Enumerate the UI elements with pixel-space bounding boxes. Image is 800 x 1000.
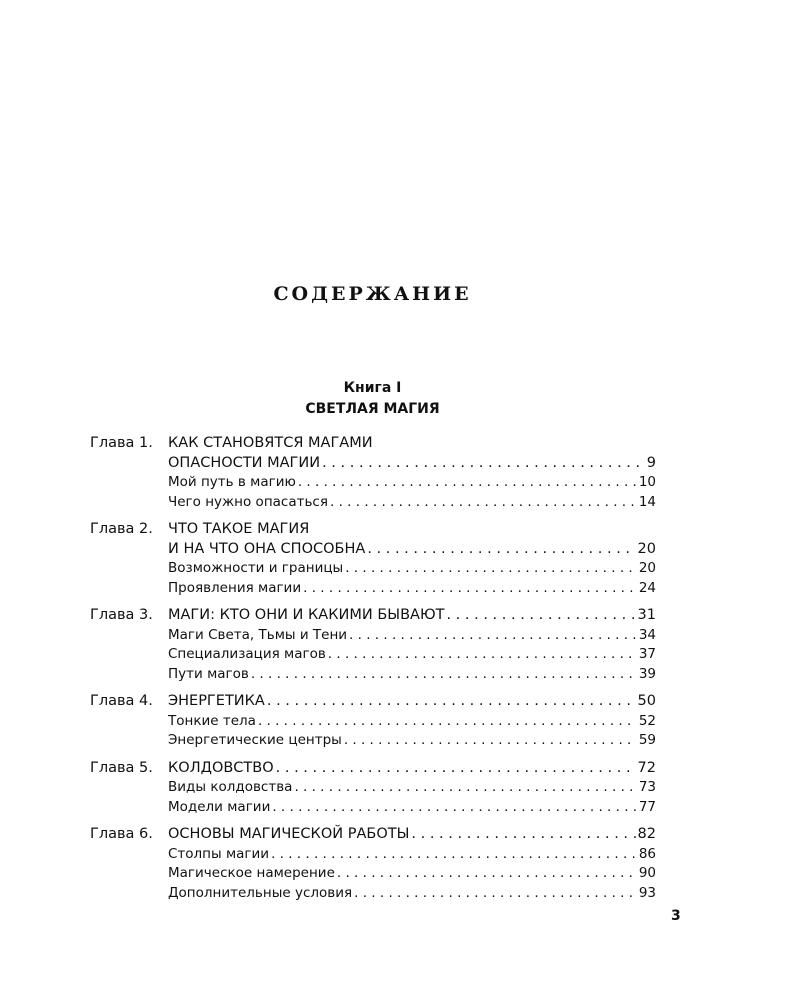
dot-leader xyxy=(344,731,637,751)
chapter-title: МАГИ: КТО ОНИ И КАКИМИ БЫВАЮТ xyxy=(168,607,445,623)
page-ref: 20 xyxy=(638,560,656,576)
chapter-heading-row[interactable] xyxy=(90,540,656,560)
section-row[interactable] xyxy=(90,473,656,493)
page-ref: 50 xyxy=(637,693,656,709)
chapter-1 xyxy=(90,434,656,512)
page-ref: 9 xyxy=(646,454,656,471)
page-ref: 73 xyxy=(638,779,656,795)
section-row[interactable] xyxy=(90,864,656,884)
chapter-2 xyxy=(90,520,656,598)
section-row[interactable] xyxy=(90,884,656,904)
dot-leader xyxy=(322,454,645,474)
dot-leader xyxy=(298,473,637,493)
book-heading xyxy=(0,378,745,420)
dot-leader xyxy=(271,845,637,865)
page-ref: 82 xyxy=(637,826,656,842)
dot-leader xyxy=(354,884,637,904)
section-title: Маги Света, Тьмы и Тени xyxy=(168,626,348,643)
section-row[interactable] xyxy=(90,645,656,665)
page-ref: 90 xyxy=(638,865,656,881)
section-row[interactable] xyxy=(90,731,656,751)
section-row[interactable] xyxy=(90,579,656,599)
section-title: Магическое намерение xyxy=(168,865,335,881)
chapter-heading-row[interactable] xyxy=(90,692,656,712)
page-ref: 10 xyxy=(638,474,656,490)
dot-leader xyxy=(258,712,637,732)
chapter-heading-row[interactable] xyxy=(90,759,656,779)
chapter-label: Глава 4. xyxy=(90,693,153,709)
page-ref: 34 xyxy=(638,626,656,643)
table-of-contents xyxy=(90,434,656,911)
chapter-heading-row[interactable] xyxy=(90,825,656,845)
section-row[interactable] xyxy=(90,712,656,732)
section-title: Модели магии xyxy=(168,798,271,815)
dot-leader xyxy=(349,626,637,646)
page-ref: 37 xyxy=(638,646,656,662)
section-title: Тонкие тела xyxy=(168,712,256,729)
section-title: Специализация магов xyxy=(168,646,326,662)
section-title: Возможности и границы xyxy=(168,560,344,576)
page-ref: 20 xyxy=(637,540,656,557)
dot-leader xyxy=(267,692,636,712)
chapter-3 xyxy=(90,606,656,684)
section-row[interactable] xyxy=(90,626,656,646)
section-title: Энергетические центры xyxy=(168,732,342,748)
chapter-label: Глава 3. xyxy=(90,607,153,623)
chapter-title: ЧТО ТАКОЕ МАГИЯ xyxy=(168,521,310,537)
dot-leader xyxy=(330,493,637,513)
chapter-title: КАК СТАНОВЯТСЯ МАГАМИ xyxy=(168,435,373,451)
section-row[interactable] xyxy=(90,798,656,818)
chapter-heading-row[interactable] xyxy=(90,520,656,540)
section-title: Чего нужно опасаться xyxy=(168,493,328,510)
page-number: 3 xyxy=(671,908,681,924)
chapter-title: КОЛДОВСТВО xyxy=(168,759,274,776)
book-label: Книга I xyxy=(343,380,402,396)
section-row[interactable] xyxy=(90,778,656,798)
section-row[interactable] xyxy=(90,559,656,579)
section-title: Столпы магии xyxy=(168,845,270,862)
page-ref: 31 xyxy=(637,607,656,623)
page-ref: 24 xyxy=(638,579,656,596)
page-ref: 39 xyxy=(638,665,656,682)
page-ref: 77 xyxy=(638,798,656,815)
chapter-heading-row[interactable] xyxy=(90,434,656,454)
dot-leader xyxy=(276,759,636,779)
section-title: Виды колдовства xyxy=(168,779,293,795)
section-row[interactable] xyxy=(90,493,656,513)
dot-leader xyxy=(446,606,635,626)
dot-leader xyxy=(294,778,636,798)
dot-leader xyxy=(251,665,637,685)
chapter-5 xyxy=(90,759,656,818)
dot-leader xyxy=(411,825,635,845)
page-ref: 52 xyxy=(638,712,656,729)
section-title: Мой путь в магию xyxy=(168,474,296,490)
section-title: Проявления магии xyxy=(168,579,302,596)
dot-leader xyxy=(272,798,636,818)
chapter-heading-row[interactable] xyxy=(90,606,656,626)
dot-leader xyxy=(337,864,637,884)
book-name: СВЕТЛАЯ МАГИЯ xyxy=(305,401,440,417)
chapter-4 xyxy=(90,692,656,751)
chapter-label: Глава 2. xyxy=(90,521,153,537)
section-title: Пути магов xyxy=(168,665,249,682)
chapter-title: ОПАСНОСТИ МАГИИ xyxy=(168,454,321,471)
dot-leader xyxy=(345,559,637,579)
chapter-label: Глава 5. xyxy=(90,759,153,776)
section-row[interactable] xyxy=(90,665,656,685)
section-row[interactable] xyxy=(90,845,656,865)
chapter-label: Глава 6. xyxy=(90,826,153,842)
page-ref: 72 xyxy=(637,759,656,776)
dot-leader xyxy=(303,579,637,599)
chapter-heading-row[interactable] xyxy=(90,454,656,474)
chapter-label: Глава 1. xyxy=(90,435,153,451)
page-ref: 86 xyxy=(638,845,656,862)
dot-leader xyxy=(328,645,637,665)
chapter-title: ЭНЕРГЕТИКА xyxy=(168,693,265,709)
chapter-title: И НА ЧТО ОНА СПОСОБНА xyxy=(168,540,366,557)
dot-leader xyxy=(367,540,635,560)
section-title: Дополнительные условия xyxy=(168,884,353,901)
page-ref: 14 xyxy=(638,493,656,510)
chapter-title: ОСНОВЫ МАГИЧЕСКОЙ РАБОТЫ xyxy=(168,826,410,842)
page-ref: 93 xyxy=(638,884,656,901)
chapter-6 xyxy=(90,825,656,903)
page-title: СОДЕРЖАНИЕ xyxy=(273,283,472,305)
page-ref: 59 xyxy=(638,732,656,748)
